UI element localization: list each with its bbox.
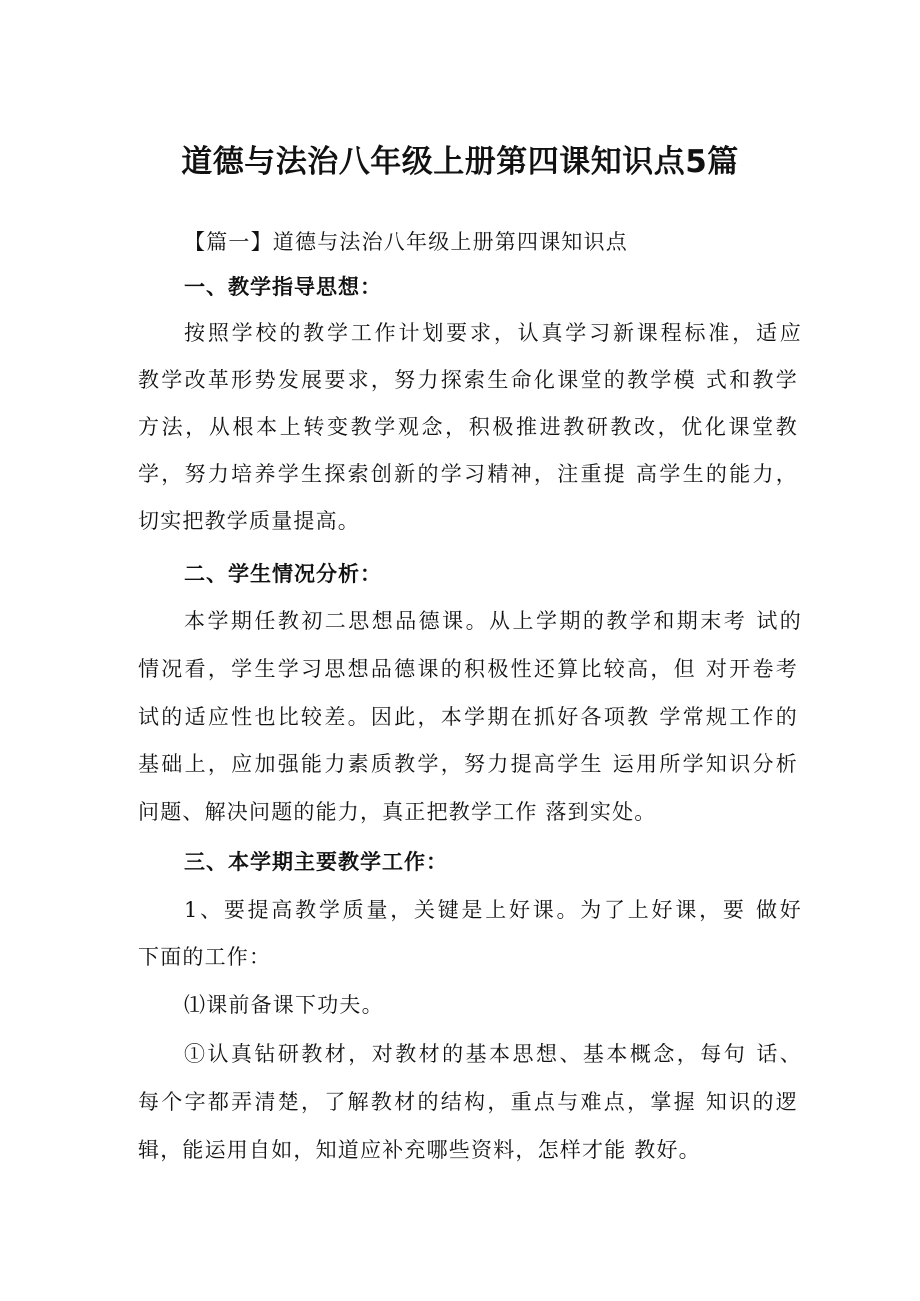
section-heading-2: 二、学生情况分析： <box>184 562 382 586</box>
paragraph-line: 学，努力培养学生探索创新的学习精神，注重提 高学生的能力， <box>138 462 798 486</box>
section-heading-1: 一、教学指导思想： <box>184 275 382 299</box>
paragraph-line: 试的适应性也比较差。因此，本学期在抓好各项教 学常规工作的 <box>138 705 798 729</box>
paragraph-line: 切实把教学质量提高。 <box>138 509 360 533</box>
article-subtitle: 【篇一】道德与法治八年级上册第四课知识点 <box>184 230 628 254</box>
paragraph-line: 按照学校的教学工作计划要求，认真学习新课程标准，适应 <box>184 321 802 345</box>
list-item: ⑴课前备课下功夫。 <box>184 993 384 1017</box>
paragraph-line: 基础上，应加强能力素质教学，努力提高学生 运用所学知识分析 <box>138 752 798 776</box>
paragraph-line: 问题、解决问题的能力，真正把教学工作 落到实处。 <box>138 800 657 824</box>
paragraph-line: 方法，从根本上转变教学观念，积极推进教研教改，优化课堂教 <box>138 415 798 439</box>
paragraph-line: 辑，能运用自如，知道应补充哪些资料，怎样才能 教好。 <box>138 1138 701 1162</box>
paragraph-line: 情况看，学生学习思想品德课的积极性还算比较高，但 对开卷考 <box>138 657 798 681</box>
list-item: ①认真钻研教材，对教材的基本思想、基本概念，每句 话、 <box>184 1042 802 1066</box>
paragraph-line: 本学期任教初二思想品德课。从上学期的教学和期末考 试的 <box>184 609 802 633</box>
paragraph-line: 教学改革形势发展要求，努力探索生命化课堂的教学模 式和教学 <box>138 368 798 392</box>
paragraph-line: 下面的工作： <box>138 945 272 969</box>
paragraph-line: 每个字都弄清楚，了解教材的结构，重点与难点，掌握 知识的逻 <box>138 1090 798 1114</box>
section-heading-3: 三、本学期主要教学工作： <box>184 850 448 874</box>
paragraph-line: 1、要提高教学质量，关键是上好课。为了上好课，要 做好 <box>184 898 802 922</box>
document-title: 道德与法治八年级上册第四课知识点5篇 <box>181 144 739 180</box>
